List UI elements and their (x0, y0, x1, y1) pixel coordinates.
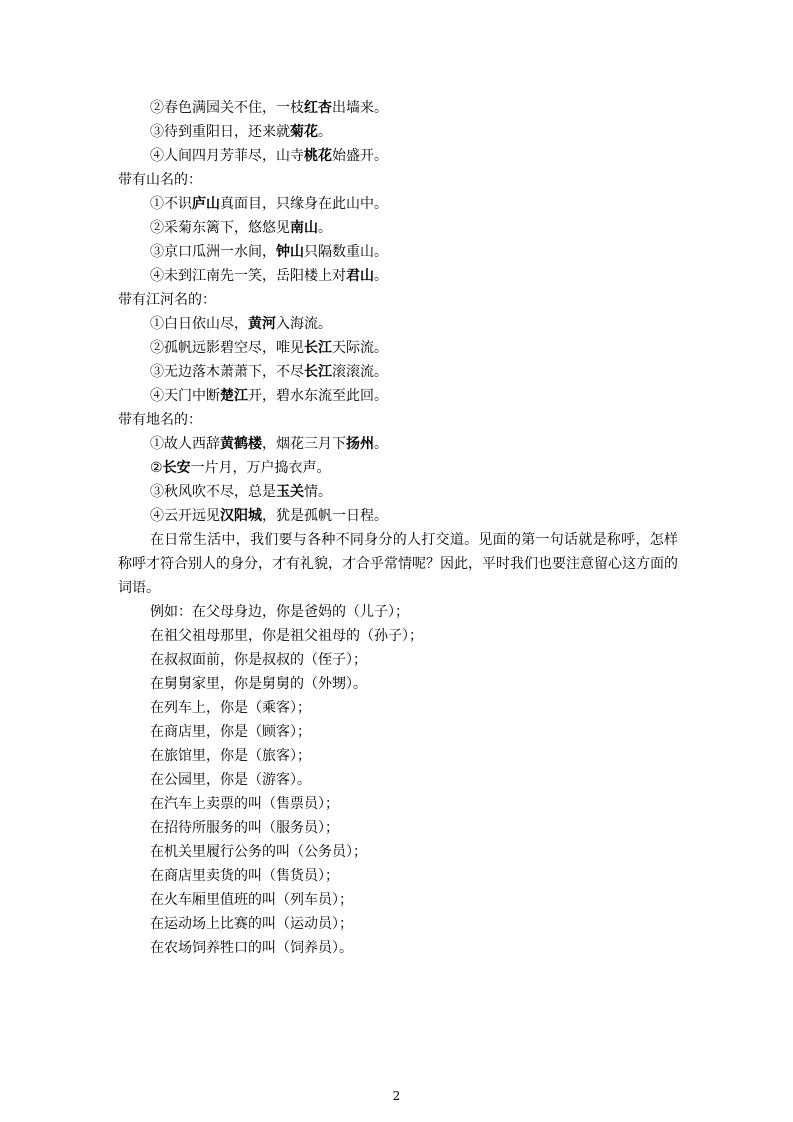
example-line: 在列车上，你是（乘客）； (150, 700, 311, 716)
poem-line-place-1 (118, 432, 678, 456)
text: ② (150, 460, 163, 476)
keyword: 黄河 (248, 316, 276, 332)
example-line: 在农场饲养牲口的叫（饲养员）。 (150, 940, 353, 956)
text: ④未到江南先一笑，岳阳楼上对 (150, 268, 346, 284)
poem-line-mountain-2 (118, 216, 678, 240)
example-line: 例如：在父母身边，你是爸妈的（儿子）； (150, 604, 409, 620)
text: 开，碧水东流至此回。 (248, 388, 388, 404)
text: ，犹是孤帆一日程。 (262, 508, 388, 524)
keyword: 扬州 (346, 436, 374, 452)
text: 。 (374, 268, 388, 284)
text: ①不识 (150, 196, 192, 212)
example-line: 在商店里卖货的叫（售货员）； (150, 868, 339, 884)
keyword: 君山 (346, 268, 374, 284)
text: 出墙来。 (332, 100, 388, 116)
poem-line-place-4 (118, 504, 678, 528)
text: 真面目，只缘身在此山中。 (220, 196, 388, 212)
section-heading-places: 带有地名的： (118, 412, 202, 428)
keyword: 长安 (162, 460, 191, 476)
keyword: 楚江 (220, 388, 248, 404)
poem-line-place-2 (118, 456, 678, 480)
example-line: 在火车厢里值班的叫（列车员）； (150, 892, 353, 908)
poem-line-mountain-1 (118, 192, 678, 216)
section-heading-mountains: 带有山名的： (118, 172, 202, 188)
poem-line-river-4 (118, 384, 678, 408)
text: ②采菊东篱下，悠悠见 (150, 220, 290, 236)
example-line: 在叔叔面前，你是叔叔的（侄子）； (150, 652, 367, 668)
example-line: 在运动场上比赛的叫（运动员）； (150, 916, 353, 932)
poem-line-river-3 (118, 360, 678, 384)
page-number: 2 (392, 1089, 401, 1103)
keyword: 长江 (304, 364, 332, 380)
text: 入海流。 (276, 316, 332, 332)
section-heading-rivers: 带有江河名的： (118, 292, 216, 308)
example-line: 在舅舅家里，你是舅舅的（外甥）。 (150, 676, 367, 692)
text: 滚滚流。 (332, 364, 388, 380)
poem-line-mountain-4 (118, 264, 678, 288)
text: ③京口瓜洲一水间， (150, 244, 276, 260)
keyword: 菊花 (290, 124, 318, 140)
example-line: 在公园里，你是（游客）。 (150, 772, 311, 788)
text: ③秋风吹不尽，总是 (150, 484, 276, 500)
text: ，烟花三月下 (262, 436, 346, 452)
poem-line-river-2 (118, 336, 678, 360)
keyword: 南山 (290, 220, 318, 236)
text: 一片月，万户捣衣声。 (190, 460, 331, 476)
example-line: 在商店里，你是（顾客）； (150, 724, 311, 740)
text: 始盛开。 (332, 148, 388, 164)
keyword: 庐山 (192, 196, 220, 212)
poem-line-place-3 (118, 480, 678, 504)
text: ②春色满园关不住，一枝 (150, 100, 304, 116)
example-line: 在汽车上卖票的叫（售票员）； (150, 796, 339, 812)
text: ④天门中断 (150, 388, 220, 404)
text: 天际流。 (332, 340, 388, 356)
text: ④人间四月芳菲尽，山寺 (150, 148, 304, 164)
text: ④云开远见 (150, 508, 220, 524)
text: 。 (318, 220, 332, 236)
text: ②孤帆远影碧空尽，唯见 (150, 340, 304, 356)
poem-line-mountain-3 (118, 240, 678, 264)
keyword: 红杏 (304, 100, 332, 116)
keyword: 黄鹤楼 (220, 436, 262, 452)
poem-line-flower-3 (118, 120, 678, 144)
example-line: 在招待所服务的叫（服务员）； (150, 820, 339, 836)
example-line: 在机关里履行公务的叫（公务员）； (150, 844, 367, 860)
keyword: 玉关 (276, 484, 304, 500)
keyword: 钟山 (276, 244, 304, 260)
document-body (118, 96, 678, 960)
text: ①故人西辞 (150, 436, 220, 452)
text: ③无边落木萧萧下，不尽 (150, 364, 304, 380)
text: ①白日依山尽， (150, 316, 248, 332)
poem-line-flower-4 (118, 144, 678, 168)
example-line: 在旅馆里，你是（旅客）； (150, 748, 311, 764)
poem-line-river-1 (118, 312, 678, 336)
text: 只隔数重山。 (304, 244, 388, 260)
keyword: 汉阳城 (220, 508, 262, 524)
poem-line-flower-2 (118, 96, 678, 120)
text: ③待到重阳日，还来就 (150, 124, 290, 140)
keyword: 桃花 (304, 148, 332, 164)
text: 。 (318, 124, 332, 140)
keyword: 长江 (304, 340, 332, 356)
text: 情。 (304, 484, 332, 500)
text: 。 (374, 436, 388, 452)
intro-paragraph: 在日常生活中，我们要与各种不同身分的人打交道。见面的第一句话就是称呼，怎样称呼才符合别人的身分，才有礼貌，才合乎常情呢？因此，平时我们也要注意留心这方面的词语。 (118, 532, 678, 596)
example-line: 在祖父祖母那里，你是祖父祖母的（孙子）； (150, 628, 423, 644)
